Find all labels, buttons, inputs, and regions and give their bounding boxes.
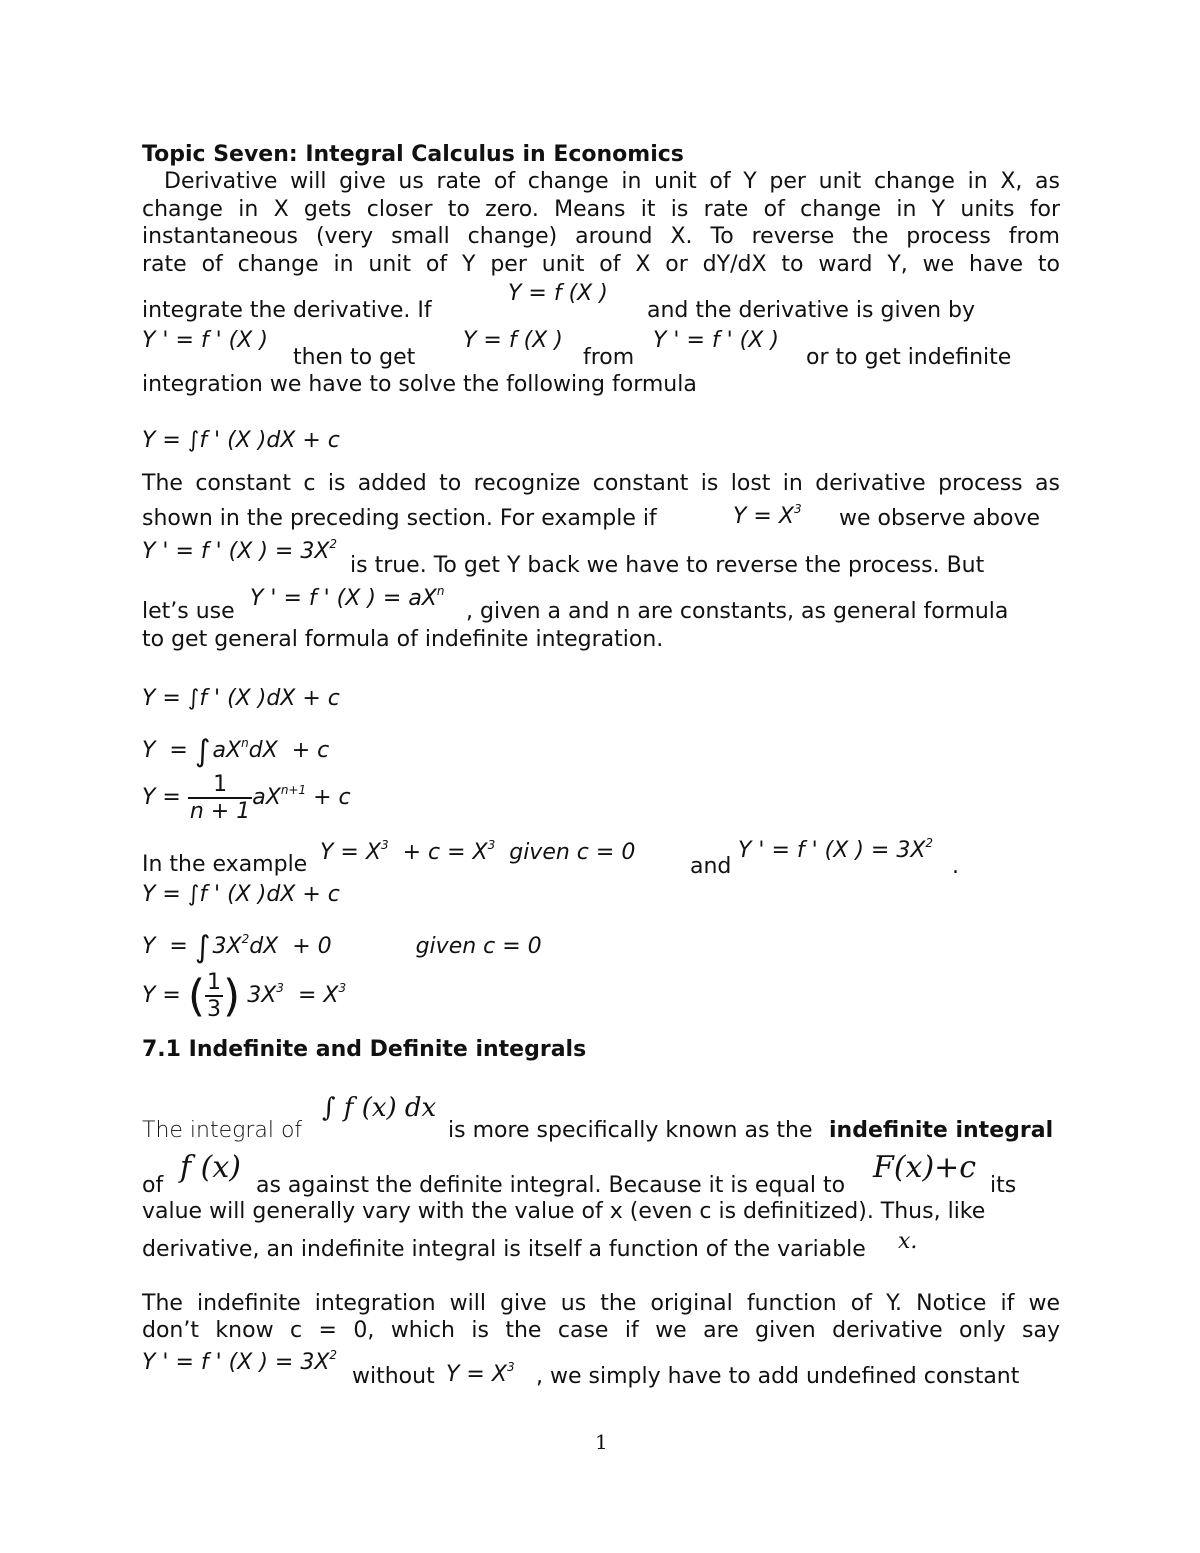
p2-line-2a: shown in the preceding section. For example if <box>142 506 657 531</box>
example-y-x3-c: $Y = X^3 + c = X^3$ given c = 0 <box>320 838 636 865</box>
derivation-general-3: Y = $\frac{1}{n + 1}$ $aX^{n+1} + c$ <box>142 772 351 824</box>
example-label: In the example <box>142 852 308 877</box>
fraction-1-over-n-plus-1: $\frac{1}{n + 1}$ <box>189 772 251 824</box>
p2-line-4b: , given a and n are constants, as general formula <box>466 599 1009 624</box>
p2-line-3: is true. To get Y back we have to reverse the process. But <box>350 553 985 578</box>
p3-text-b: is more specifically known as the <box>448 1118 813 1143</box>
math-w-yp-3x2: Y ' = f ' (X ) = $3X^2$ <box>142 1348 338 1375</box>
p3-text-e: its <box>990 1173 1017 1198</box>
p3-text-d: as against the definite integral. Because it is equal to <box>256 1173 846 1198</box>
math-w-y-x3: $Y = X^3$ <box>446 1360 515 1387</box>
intro-line-5a: integrate the derivative. If <box>142 298 432 323</box>
math-f-x: f (x) <box>180 1150 241 1185</box>
derivation-example-1: Y = ∫f ' (X )dX + c <box>142 882 340 907</box>
formula-indefinite-integral: Y = ∫f ' (X )dX + c <box>142 428 340 453</box>
math-yp-axn: Y ' = f ' (X ) = $aX^n$ <box>250 584 445 611</box>
section-heading-7-1: 7.1 Indefinite and Definite integrals <box>142 1037 587 1062</box>
p4-line-2: don’t know c = 0, which is the case if we are given derivative only say <box>142 1318 1060 1343</box>
math-yprime-fpx-2: Y ' = f ' (X ) <box>653 328 779 353</box>
p3-text-g: derivative, an indefinite integral is itself a function of the variable <box>142 1237 866 1262</box>
math-x-var: x. <box>898 1229 918 1254</box>
intro-line-2: change in X gets closer to zero. Means it is rate of change in Y units for <box>142 197 1060 222</box>
math-yp-3x2: Y ' = f ' (X ) = $3X^2$ <box>142 537 338 564</box>
p3-text-f: value will generally vary with the value of x (even c is definitized). Thus, like <box>142 1199 986 1224</box>
fraction-one-third: $\frac{1}{3}$ <box>207 970 222 1022</box>
math-yprime-fpx: Y ' = f ' (X ) <box>142 328 268 353</box>
math-int-fx-dx: ∫ f (x) dx <box>322 1093 437 1123</box>
p3-text-indefinite-integral: indefinite integral <box>829 1118 1054 1143</box>
p2-line-5: to get general formula of indefinite integration. <box>142 627 664 652</box>
example-yp-3x2: Y ' = f ' (X ) = $3X^2$ <box>738 836 934 863</box>
p2-line-1: The constant c is added to recognize constant is lost in derivative process as <box>142 471 1060 496</box>
page-number: 1 <box>595 1430 608 1454</box>
derivation-general-2: $Y = \int aX^ndX + c$ <box>142 734 330 769</box>
intro-line-5b: and the derivative is given by <box>647 298 976 323</box>
p2-line-4a: let’s use <box>142 599 235 624</box>
intro-line-6c: or to get indefinite <box>806 345 1012 370</box>
intro-line-1: Derivative will give us rate of change in unit of Y per unit change in X, as <box>164 169 1060 194</box>
math-y-eq-fx-2: Y = f (X ) <box>463 328 563 353</box>
p3-text-c: of <box>142 1173 164 1198</box>
page-title: Topic Seven: Integral Calculus in Economics <box>142 142 684 167</box>
derivation-example-3: Y = ( $\frac{1}{3}$ ) $3X^3 = X^3$ <box>142 970 347 1022</box>
p4-line-1: The indefinite integration will give us the original function of Y. Notice if we <box>142 1291 1060 1316</box>
p4-line-3a: without <box>352 1364 435 1389</box>
derivation-general-1: Y = ∫f ' (X )dX + c <box>142 686 340 711</box>
intro-line-6b: from <box>583 345 635 370</box>
math-F-x-plus-c: F(x)+c <box>873 1150 977 1185</box>
example-dot: . <box>952 854 959 879</box>
p2-line-2b: we observe above <box>839 506 1040 531</box>
math-y-eq-fx: Y = f (X ) <box>508 281 608 306</box>
intro-line-7: integration we have to solve the following formula <box>142 372 697 397</box>
intro-line-4: rate of change in unit of Y per unit of X or dY/dX to ward Y, we have to <box>142 252 1060 277</box>
intro-line-6a: then to get <box>293 345 416 370</box>
example-and: and <box>690 854 732 879</box>
math-y-x3: $Y = X^3$ <box>733 502 802 529</box>
p4-line-3b: , we simply have to add undefined constant <box>536 1364 1020 1389</box>
intro-line-3: instantaneous (very small change) around X. To reverse the process from <box>142 224 1060 249</box>
p3-text-a: The integral of <box>142 1118 303 1143</box>
derivation-example-2: $Y = \int 3X^2dX + 0$ given c = 0 <box>142 930 542 965</box>
